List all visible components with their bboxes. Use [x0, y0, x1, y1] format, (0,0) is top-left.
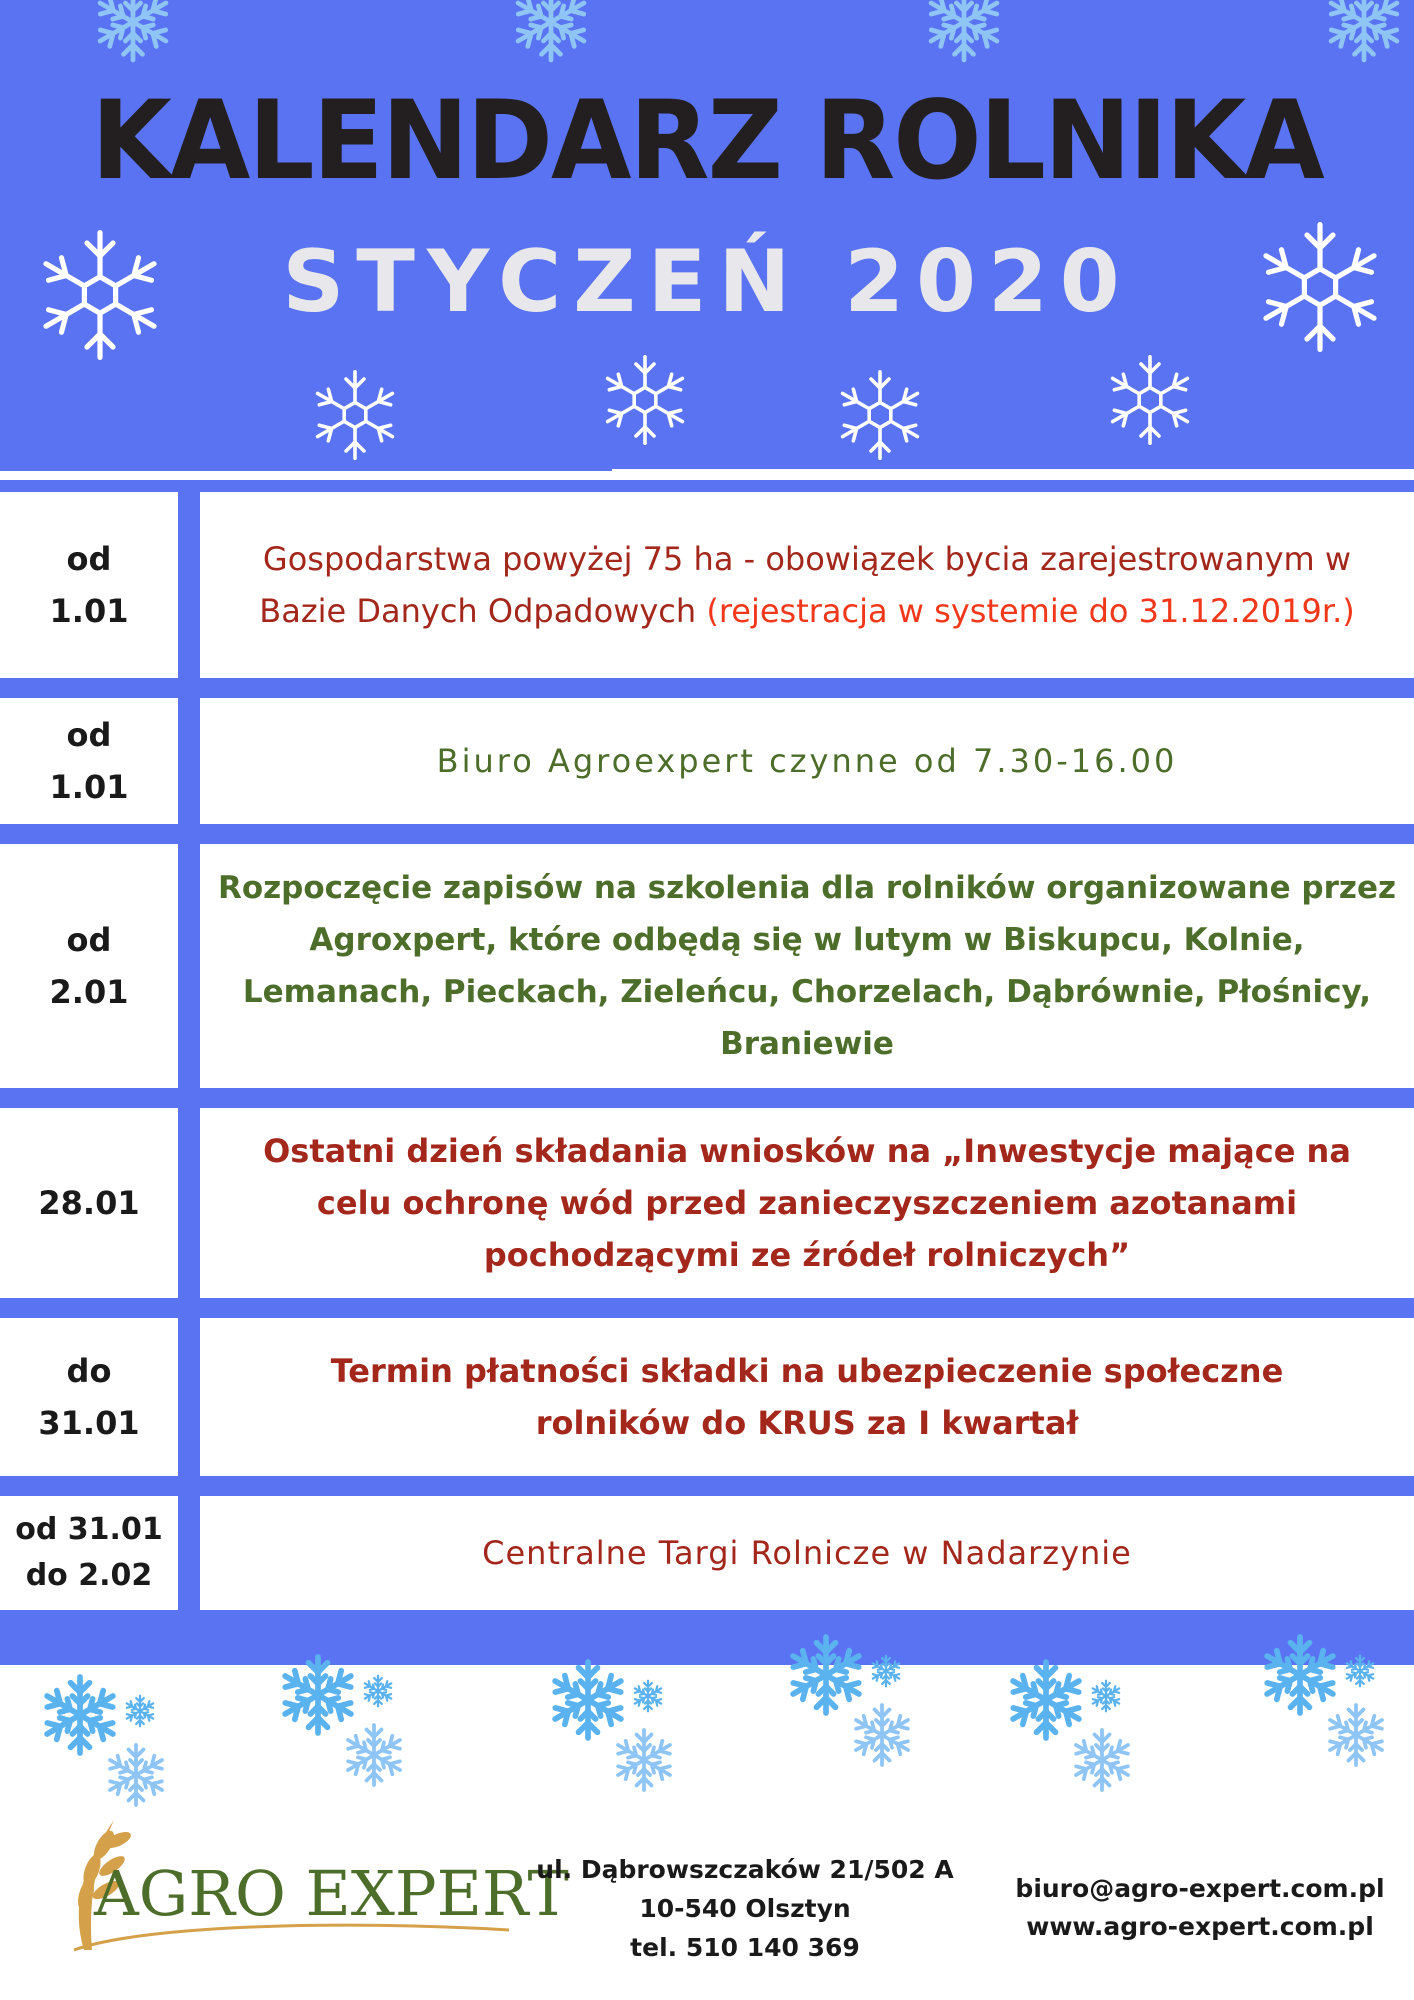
- event-text: Biuro Agroexpert czynne od 7.30-16.00: [436, 742, 1178, 780]
- row-date: od 31.01 do 2.02: [0, 1496, 178, 1610]
- event-text: Gospodarstwa powyżej 75 ha - obowiązek bycia zarejestrowanym w Bazie Danych Odpadowych: [259, 540, 1352, 630]
- address-street: ul. Dąbrowszczaków 21/502 A: [536, 1855, 954, 1884]
- wheat-icon: [14, 1800, 569, 1960]
- address-block: [520, 1850, 970, 1967]
- snowflakes-icon: [1008, 1662, 1131, 1790]
- row-description: [200, 1318, 1414, 1476]
- snowflake-icon: [313, 372, 397, 458]
- event-text: Rozpoczęcie zapisów na szkolenia dla rolników organizowane przez Agroxpert, które odbędą się w lutym w Biskupcu, Kolnie, Lemanach, Pieckach, Zieleńcu, Chorzelach, Dąbrównie, Płośnicy, Braniewie: [217, 870, 1397, 1062]
- contact-email[interactable]: biuro@agro-expert.com.pl: [1015, 1874, 1385, 1903]
- snowflakes-icon: [42, 1677, 165, 1805]
- snowflake-icon: [1108, 357, 1192, 443]
- address-city: 10-540 Olsztyn: [639, 1894, 851, 1923]
- contact-website[interactable]: www.agro-expert.com.pl: [1026, 1912, 1374, 1941]
- snowflake-icon: [95, 0, 170, 60]
- snowflake-icon: [926, 0, 1001, 60]
- page-subtitle: STYCZEŃ 2020: [282, 232, 1132, 332]
- row-description: [200, 844, 1414, 1088]
- row-description: [200, 1108, 1414, 1298]
- agro-expert-logo: [14, 1800, 569, 1960]
- event-text: Termin płatności składki na ubezpieczenie społeczne rolników do KRUS za I kwartał: [330, 1352, 1284, 1442]
- contact-block: [1000, 1870, 1400, 1946]
- row-description: [200, 698, 1414, 824]
- address-phone: tel. 510 140 369: [630, 1933, 860, 1962]
- snowflake-icon: [513, 0, 588, 60]
- snowflake-icon: [603, 357, 687, 443]
- row-description: [200, 492, 1414, 678]
- event-note: (rejestracja w systemie do 31.12.2019r.): [706, 592, 1355, 630]
- snowflakes-icon: [280, 1657, 403, 1785]
- row-date: do 31.01: [0, 1318, 178, 1476]
- page-title: KALENDARZ ROLNIKA: [91, 75, 1323, 205]
- snowflake-icon: [1326, 0, 1401, 60]
- snowflakes-icon: [788, 1637, 911, 1765]
- snowflake-icon: [838, 372, 922, 458]
- row-description: [200, 1496, 1414, 1610]
- calendar-table: [0, 480, 1414, 1665]
- row-date: od 1.01: [0, 492, 178, 678]
- event-text: Centralne Targi Rolnicze w Nadarzynie: [482, 1534, 1132, 1572]
- footer-snowflakes: [0, 1650, 1414, 1780]
- row-date: od 1.01: [0, 698, 178, 824]
- logo-text: AGRO EXPERT: [94, 1857, 569, 1930]
- snowflakes-icon: [1262, 1637, 1385, 1765]
- snowflakes-icon: [550, 1662, 673, 1790]
- header-banner: [0, 0, 1414, 469]
- header-divider: [0, 469, 612, 471]
- row-date: 28.01: [0, 1108, 178, 1298]
- event-text: Ostatni dzień składania wniosków na „Inwestycje mające na celu ochronę wód przed zanieczyszczeniem azotanami pochodzącymi ze źródeł rolniczych”: [263, 1132, 1351, 1274]
- row-date: od 2.01: [0, 844, 178, 1088]
